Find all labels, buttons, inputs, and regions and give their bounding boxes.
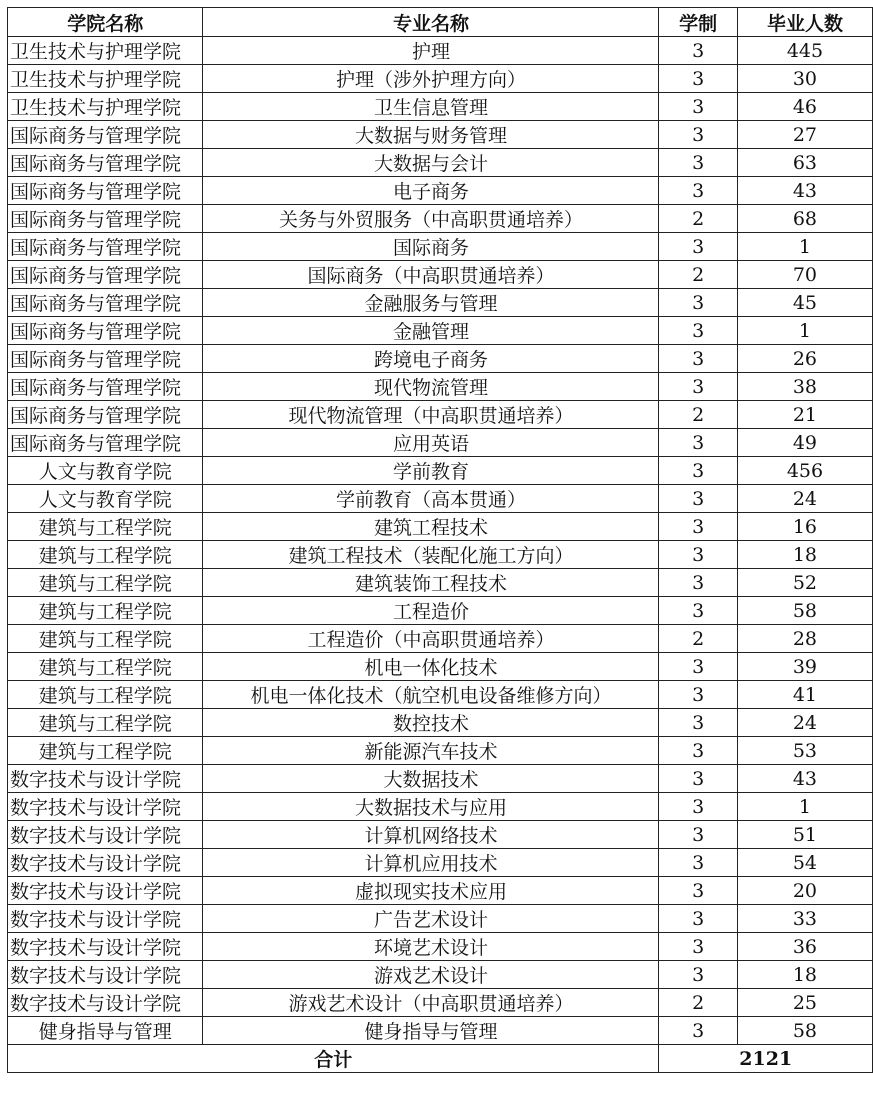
table-row <box>8 569 873 597</box>
count-cell: 58 <box>737 1017 872 1045</box>
major-cell: 计算机网络技术 <box>203 821 659 849</box>
college-cell: 人文与教育学院 <box>8 457 203 485</box>
table-row <box>8 317 873 345</box>
table-row <box>8 289 873 317</box>
years-cell: 3 <box>659 485 737 513</box>
major-cell: 金融管理 <box>203 317 659 345</box>
major-cell: 建筑工程技术（装配化施工方向） <box>203 541 659 569</box>
count-cell: 45 <box>737 289 872 317</box>
major-cell: 学前教育 <box>203 457 659 485</box>
table-row <box>8 625 873 653</box>
count-cell: 18 <box>737 541 872 569</box>
major-cell: 健身指导与管理 <box>203 1017 659 1045</box>
college-cell: 数字技术与设计学院 <box>8 905 203 933</box>
college-cell: 数字技术与设计学院 <box>8 877 203 905</box>
years-cell: 3 <box>659 1017 737 1045</box>
years-cell: 3 <box>659 457 737 485</box>
table-row <box>8 1017 873 1045</box>
table-row <box>8 205 873 233</box>
count-cell: 33 <box>737 905 872 933</box>
years-cell: 3 <box>659 289 737 317</box>
count-cell: 70 <box>737 261 872 289</box>
major-cell: 大数据与会计 <box>203 149 659 177</box>
count-cell: 36 <box>737 933 872 961</box>
table-row <box>8 261 873 289</box>
major-cell: 广告艺术设计 <box>203 905 659 933</box>
years-cell: 3 <box>659 429 737 457</box>
table-row <box>8 541 873 569</box>
major-cell: 数控技术 <box>203 709 659 737</box>
major-cell: 电子商务 <box>203 177 659 205</box>
college-cell: 国际商务与管理学院 <box>8 121 203 149</box>
years-cell: 3 <box>659 317 737 345</box>
count-cell: 445 <box>737 37 872 65</box>
table-row <box>8 121 873 149</box>
college-cell: 建筑与工程学院 <box>8 625 203 653</box>
major-cell: 护理 <box>203 37 659 65</box>
years-cell: 3 <box>659 849 737 877</box>
college-cell: 数字技术与设计学院 <box>8 821 203 849</box>
years-cell: 2 <box>659 401 737 429</box>
major-cell: 新能源汽车技术 <box>203 737 659 765</box>
major-cell: 工程造价（中高职贯通培养） <box>203 625 659 653</box>
years-cell: 3 <box>659 373 737 401</box>
total-label: 合计 <box>8 1045 659 1073</box>
college-cell: 数字技术与设计学院 <box>8 793 203 821</box>
college-cell: 数字技术与设计学院 <box>8 849 203 877</box>
table-row <box>8 653 873 681</box>
years-cell: 2 <box>659 261 737 289</box>
count-cell: 24 <box>737 709 872 737</box>
years-cell: 3 <box>659 877 737 905</box>
count-cell: 1 <box>737 233 872 261</box>
years-cell: 3 <box>659 933 737 961</box>
years-cell: 3 <box>659 121 737 149</box>
years-cell: 3 <box>659 681 737 709</box>
major-cell: 大数据技术与应用 <box>203 793 659 821</box>
years-cell: 3 <box>659 177 737 205</box>
college-cell: 国际商务与管理学院 <box>8 401 203 429</box>
years-cell: 2 <box>659 989 737 1017</box>
college-cell: 人文与教育学院 <box>8 485 203 513</box>
count-cell: 25 <box>737 989 872 1017</box>
count-cell: 63 <box>737 149 872 177</box>
table-row <box>8 933 873 961</box>
table-row <box>8 905 873 933</box>
table-row <box>8 373 873 401</box>
college-cell: 国际商务与管理学院 <box>8 205 203 233</box>
count-cell: 58 <box>737 597 872 625</box>
college-cell: 卫生技术与护理学院 <box>8 93 203 121</box>
college-cell: 国际商务与管理学院 <box>8 317 203 345</box>
college-cell: 国际商务与管理学院 <box>8 261 203 289</box>
table-row <box>8 597 873 625</box>
count-cell: 52 <box>737 569 872 597</box>
count-cell: 1 <box>737 317 872 345</box>
count-cell: 68 <box>737 205 872 233</box>
major-cell: 护理（涉外护理方向） <box>203 65 659 93</box>
table-row <box>8 65 873 93</box>
count-cell: 41 <box>737 681 872 709</box>
college-cell: 国际商务与管理学院 <box>8 289 203 317</box>
years-cell: 3 <box>659 65 737 93</box>
years-cell: 3 <box>659 737 737 765</box>
major-cell: 跨境电子商务 <box>203 345 659 373</box>
table-row <box>8 709 873 737</box>
table-row <box>8 681 873 709</box>
major-cell: 卫生信息管理 <box>203 93 659 121</box>
count-cell: 51 <box>737 821 872 849</box>
college-cell: 数字技术与设计学院 <box>8 989 203 1017</box>
table-row <box>8 737 873 765</box>
college-cell: 建筑与工程学院 <box>8 709 203 737</box>
total-row <box>8 1045 873 1073</box>
college-cell: 建筑与工程学院 <box>8 513 203 541</box>
count-cell: 1 <box>737 793 872 821</box>
table-row <box>8 989 873 1017</box>
count-cell: 27 <box>737 121 872 149</box>
years-cell: 3 <box>659 765 737 793</box>
major-cell: 大数据技术 <box>203 765 659 793</box>
college-cell: 数字技术与设计学院 <box>8 933 203 961</box>
years-cell: 3 <box>659 653 737 681</box>
college-cell: 国际商务与管理学院 <box>8 177 203 205</box>
college-cell: 建筑与工程学院 <box>8 737 203 765</box>
count-cell: 456 <box>737 457 872 485</box>
major-cell: 虚拟现实技术应用 <box>203 877 659 905</box>
years-cell: 3 <box>659 541 737 569</box>
major-cell: 金融服务与管理 <box>203 289 659 317</box>
major-cell: 关务与外贸服务（中高职贯通培养） <box>203 205 659 233</box>
count-cell: 26 <box>737 345 872 373</box>
count-cell: 38 <box>737 373 872 401</box>
years-cell: 2 <box>659 625 737 653</box>
college-cell: 国际商务与管理学院 <box>8 233 203 261</box>
table-row <box>8 429 873 457</box>
college-cell: 卫生技术与护理学院 <box>8 37 203 65</box>
major-cell: 现代物流管理 <box>203 373 659 401</box>
years-cell: 3 <box>659 233 737 261</box>
table-row <box>8 37 873 65</box>
college-cell: 国际商务与管理学院 <box>8 373 203 401</box>
count-cell: 39 <box>737 653 872 681</box>
major-cell: 学前教育（高本贯通） <box>203 485 659 513</box>
table-row <box>8 149 873 177</box>
table-row <box>8 177 873 205</box>
table-row <box>8 345 873 373</box>
major-cell: 环境艺术设计 <box>203 933 659 961</box>
count-cell: 49 <box>737 429 872 457</box>
major-cell: 建筑工程技术 <box>203 513 659 541</box>
college-cell: 数字技术与设计学院 <box>8 961 203 989</box>
count-cell: 43 <box>737 765 872 793</box>
table-row <box>8 485 873 513</box>
years-cell: 3 <box>659 709 737 737</box>
college-cell: 建筑与工程学院 <box>8 653 203 681</box>
table-row <box>8 457 873 485</box>
major-cell: 计算机应用技术 <box>203 849 659 877</box>
years-cell: 3 <box>659 345 737 373</box>
table-row <box>8 849 873 877</box>
college-cell: 卫生技术与护理学院 <box>8 65 203 93</box>
college-cell: 健身指导与管理 <box>8 1017 203 1045</box>
college-cell: 建筑与工程学院 <box>8 597 203 625</box>
years-cell: 3 <box>659 597 737 625</box>
years-cell: 3 <box>659 569 737 597</box>
table-row <box>8 793 873 821</box>
college-cell: 建筑与工程学院 <box>8 681 203 709</box>
major-cell: 工程造价 <box>203 597 659 625</box>
count-cell: 30 <box>737 65 872 93</box>
major-cell: 国际商务（中高职贯通培养） <box>203 261 659 289</box>
major-cell: 建筑装饰工程技术 <box>203 569 659 597</box>
major-cell: 机电一体化技术（航空机电设备维修方向） <box>203 681 659 709</box>
major-cell: 大数据与财务管理 <box>203 121 659 149</box>
count-cell: 43 <box>737 177 872 205</box>
years-cell: 3 <box>659 37 737 65</box>
college-cell: 建筑与工程学院 <box>8 569 203 597</box>
college-cell: 国际商务与管理学院 <box>8 149 203 177</box>
years-cell: 3 <box>659 149 737 177</box>
major-cell: 机电一体化技术 <box>203 653 659 681</box>
college-cell: 国际商务与管理学院 <box>8 429 203 457</box>
major-cell: 游戏艺术设计（中高职贯通培养） <box>203 989 659 1017</box>
table-row <box>8 513 873 541</box>
years-cell: 2 <box>659 205 737 233</box>
table-row <box>8 401 873 429</box>
count-cell: 20 <box>737 877 872 905</box>
header-major: 专业名称 <box>203 8 659 37</box>
major-cell: 国际商务 <box>203 233 659 261</box>
count-cell: 53 <box>737 737 872 765</box>
table-row <box>8 93 873 121</box>
total-value: 2121 <box>659 1045 873 1073</box>
college-cell: 国际商务与管理学院 <box>8 345 203 373</box>
years-cell: 3 <box>659 821 737 849</box>
years-cell: 3 <box>659 961 737 989</box>
years-cell: 3 <box>659 93 737 121</box>
header-college: 学院名称 <box>8 8 203 37</box>
table-row <box>8 765 873 793</box>
major-cell: 应用英语 <box>203 429 659 457</box>
count-cell: 18 <box>737 961 872 989</box>
years-cell: 3 <box>659 513 737 541</box>
years-cell: 3 <box>659 905 737 933</box>
table-row <box>8 877 873 905</box>
count-cell: 28 <box>737 625 872 653</box>
header-years: 学制 <box>659 8 737 37</box>
count-cell: 16 <box>737 513 872 541</box>
table-row <box>8 961 873 989</box>
count-cell: 54 <box>737 849 872 877</box>
count-cell: 21 <box>737 401 872 429</box>
graduates-table <box>7 7 873 1073</box>
table-row <box>8 233 873 261</box>
header-count: 毕业人数 <box>737 8 872 37</box>
major-cell: 现代物流管理（中高职贯通培养） <box>203 401 659 429</box>
college-cell: 数字技术与设计学院 <box>8 765 203 793</box>
header-row <box>8 8 873 37</box>
table-body <box>8 37 873 1045</box>
table-row <box>8 821 873 849</box>
years-cell: 3 <box>659 793 737 821</box>
college-cell: 建筑与工程学院 <box>8 541 203 569</box>
count-cell: 46 <box>737 93 872 121</box>
major-cell: 游戏艺术设计 <box>203 961 659 989</box>
count-cell: 24 <box>737 485 872 513</box>
